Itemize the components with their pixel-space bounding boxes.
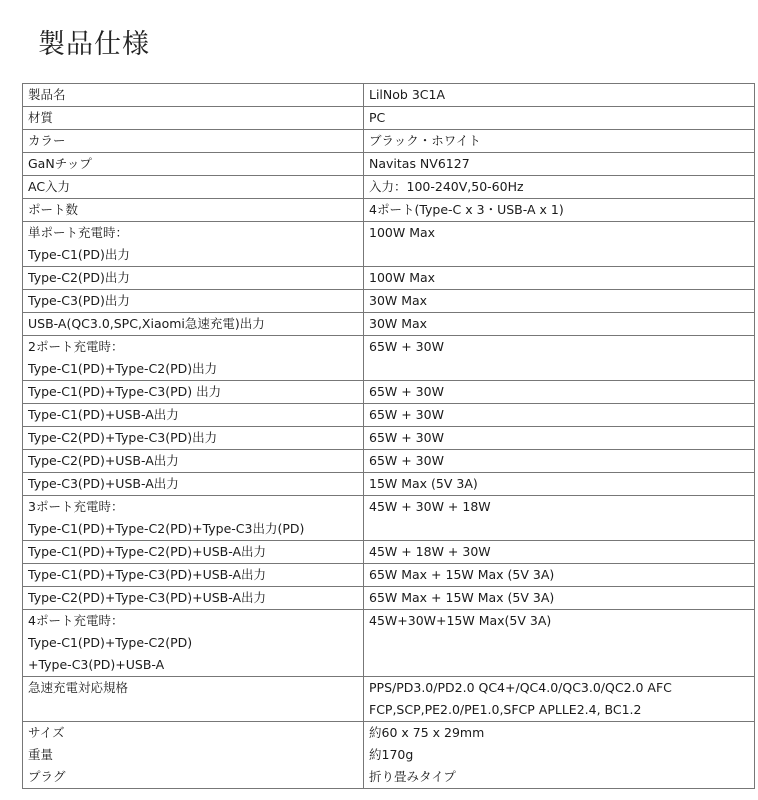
spec-value: 30W Max	[364, 290, 755, 313]
spec-label: AC入力	[23, 176, 364, 199]
group-label-cell	[23, 496, 364, 541]
spec-value-cell	[364, 722, 755, 789]
table-row	[23, 541, 755, 564]
table-row	[23, 496, 755, 541]
spec-label: Type-C3(PD)出力	[23, 290, 364, 313]
table-row	[23, 107, 755, 130]
spec-value: 65W Max + 15W Max (5V 3A)	[364, 564, 755, 587]
spec-label: Type-C2(PD)出力	[23, 267, 364, 290]
spec-label: Type-C1(PD)+Type-C2(PD)出力	[28, 361, 218, 376]
spec-value: 15W Max (5V 3A)	[364, 473, 755, 496]
spec-label: カラー	[23, 130, 364, 153]
group-heading: 4ポート充電時：	[28, 613, 124, 628]
table-row	[23, 450, 755, 473]
spec-value: 45W + 30W + 18W	[364, 496, 755, 541]
spec-label: 重量	[28, 747, 54, 762]
spec-label-cell	[23, 722, 364, 789]
spec-value: PC	[364, 107, 755, 130]
spec-label: 急速充電対応規格	[23, 677, 364, 722]
spec-value: 65W + 30W	[364, 404, 755, 427]
spec-value: Navitas NV6127	[364, 153, 755, 176]
spec-label: Type-C1(PD)+Type-C2(PD)	[28, 635, 193, 650]
spec-label: Type-C1(PD)+Type-C2(PD)+Type-C3出力(PD)	[28, 521, 305, 536]
table-row	[23, 290, 755, 313]
spec-value: 65W + 30W	[364, 336, 755, 381]
group-heading: 単ポート充電時：	[28, 225, 129, 240]
spec-label: 材質	[23, 107, 364, 130]
table-row	[23, 153, 755, 176]
table-row	[23, 267, 755, 290]
page-title: 製品仕様	[38, 29, 150, 60]
spec-value: 65W + 30W	[364, 450, 755, 473]
spec-label: 製品名	[23, 84, 364, 107]
group-label-cell	[23, 336, 364, 381]
spec-value: 65W Max + 15W Max (5V 3A)	[364, 587, 755, 610]
table-row	[23, 336, 755, 381]
spec-label: Type-C2(PD)+USB-A出力	[23, 450, 364, 473]
table-row	[23, 222, 755, 267]
spec-value: PPS/PD3.0/PD2.0 QC4+/QC4.0/QC3.0/QC2.0 AFC	[369, 680, 672, 695]
table-row	[23, 677, 755, 722]
table-row	[23, 564, 755, 587]
table-row	[23, 84, 755, 107]
table-row	[23, 722, 755, 789]
spec-label: サイズ	[28, 725, 65, 740]
spec-label: Type-C2(PD)+Type-C3(PD)+USB-A出力	[23, 587, 364, 610]
spec-label: ポート数	[23, 199, 364, 222]
spec-value: 30W Max	[364, 313, 755, 336]
spec-value: 4ポート(Type-C x 3・USB-A x 1)	[364, 199, 755, 222]
table-row	[23, 610, 755, 677]
table-row	[23, 176, 755, 199]
group-heading: 2ポート充電時：	[28, 339, 124, 354]
spec-value: 約170g	[369, 747, 414, 762]
spec-value: ブラック・ホワイト	[364, 130, 755, 153]
spec-value-cell	[364, 677, 755, 722]
spec-value: 100W Max	[364, 267, 755, 290]
spec-label: Type-C1(PD)+USB-A出力	[23, 404, 364, 427]
spec-value: 100W Max	[364, 222, 755, 267]
spec-label: Type-C3(PD)+USB-A出力	[23, 473, 364, 496]
spec-label: +Type-C3(PD)+USB-A	[28, 657, 165, 672]
spec-value: FCP,SCP,PE2.0/PE1.0,SFCP APLLE2.4, BC1.2	[369, 702, 642, 717]
table-row	[23, 381, 755, 404]
spec-label: Type-C2(PD)+Type-C3(PD)出力	[23, 427, 364, 450]
spec-value: 入力：100-240V,50-60Hz	[364, 176, 755, 199]
spec-label: プラグ	[28, 769, 66, 784]
spec-value: 65W + 30W	[364, 427, 755, 450]
spec-label: Type-C1(PD)+Type-C2(PD)+USB-A出力	[23, 541, 364, 564]
spec-table	[22, 83, 755, 789]
group-label-cell	[23, 222, 364, 267]
spec-label: Type-C1(PD)+Type-C3(PD)+USB-A出力	[23, 564, 364, 587]
spec-value: LilNob 3C1A	[364, 84, 755, 107]
table-row	[23, 427, 755, 450]
spec-value: 45W + 18W + 30W	[364, 541, 755, 564]
table-row	[23, 473, 755, 496]
spec-value: 45W+30W+15W Max(5V 3A)	[364, 610, 755, 677]
spec-label: Type-C1(PD)出力	[28, 247, 130, 262]
spec-value: 折り畳みタイプ	[369, 769, 456, 784]
spec-value: 約60 x 75 x 29mm	[369, 725, 485, 740]
table-row	[23, 313, 755, 336]
spec-value: 65W + 30W	[364, 381, 755, 404]
spec-label: USB-A(QC3.0,SPC,Xiaomi急速充電)出力	[23, 313, 364, 336]
group-heading: 3ポート充電時：	[28, 499, 124, 514]
table-row	[23, 199, 755, 222]
table-row	[23, 587, 755, 610]
spec-label: GaNチップ	[23, 153, 364, 176]
spec-label: Type-C1(PD)+Type-C3(PD) 出力	[23, 381, 364, 404]
table-row	[23, 130, 755, 153]
table-row	[23, 404, 755, 427]
group-label-cell	[23, 610, 364, 677]
